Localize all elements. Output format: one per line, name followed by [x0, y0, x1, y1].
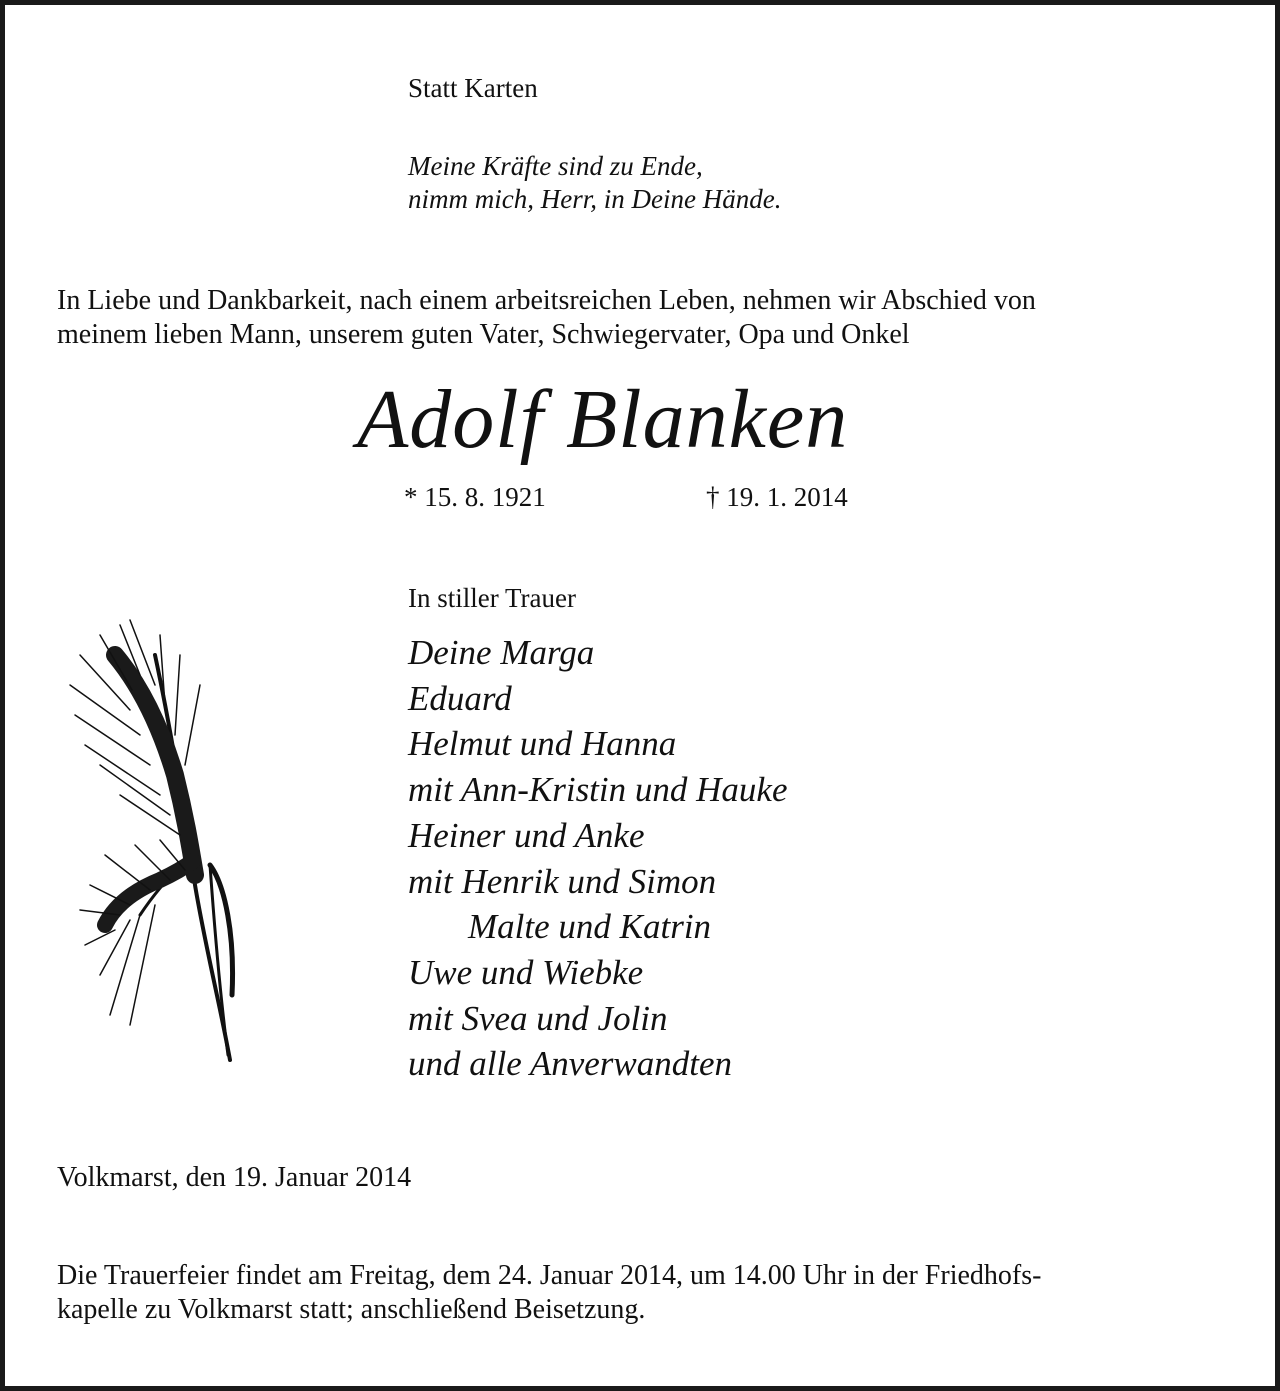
verse-block	[408, 150, 781, 216]
mourners-list	[408, 630, 787, 1087]
ceremony-line: Die Trauerfeier findet am Freitag, dem 24. Januar 2014, um 14.00 Uhr in der Friedhofs-	[57, 1260, 1042, 1291]
wheat-ears-icon	[60, 615, 250, 1065]
mourner-line: und alle Anverwandten	[408, 1044, 733, 1084]
mourner-line: Uwe und Wiebke	[408, 952, 644, 992]
mourning-heading: In stiller Trauer	[408, 583, 576, 613]
verse-line: Meine Kräfte sind zu Ende,	[408, 151, 703, 181]
mourner-line: mit Ann-Kristin und Hauke	[408, 770, 788, 810]
death-date: † 19. 1. 2014	[706, 482, 848, 512]
mourner-line: mit Henrik und Simon	[408, 861, 717, 901]
ceremony-text	[57, 1259, 1041, 1327]
intro-line: In Liebe und Dankbarkeit, nach einem arbeitsreichen Leben, nehmen wir Abschied von	[57, 285, 1036, 316]
verse-line: nimm mich, Herr, in Deine Hände.	[408, 184, 782, 214]
mourner-line: Helmut und Hanna	[408, 724, 677, 764]
mourner-line: Heiner und Anke	[408, 815, 645, 855]
deceased-name: Adolf Blanken	[357, 373, 849, 466]
mourner-line: Eduard	[408, 678, 512, 718]
mourner-line: Malte und Katrin	[468, 907, 712, 947]
mourner-line: Deine Marga	[408, 633, 595, 672]
intro-text	[57, 284, 1036, 352]
statt-karten-label: Statt Karten	[408, 73, 538, 103]
place-date: Volkmarst, den 19. Januar 2014	[57, 1162, 412, 1193]
mourner-line: mit Svea und Jolin	[408, 998, 668, 1038]
birth-date: * 15. 8. 1921	[404, 482, 546, 512]
ceremony-line: kapelle zu Volkmarst statt; anschließend Beisetzung.	[57, 1294, 646, 1325]
intro-line: meinem lieben Mann, unserem guten Vater, Schwiegervater, Opa und Onkel	[57, 319, 910, 350]
